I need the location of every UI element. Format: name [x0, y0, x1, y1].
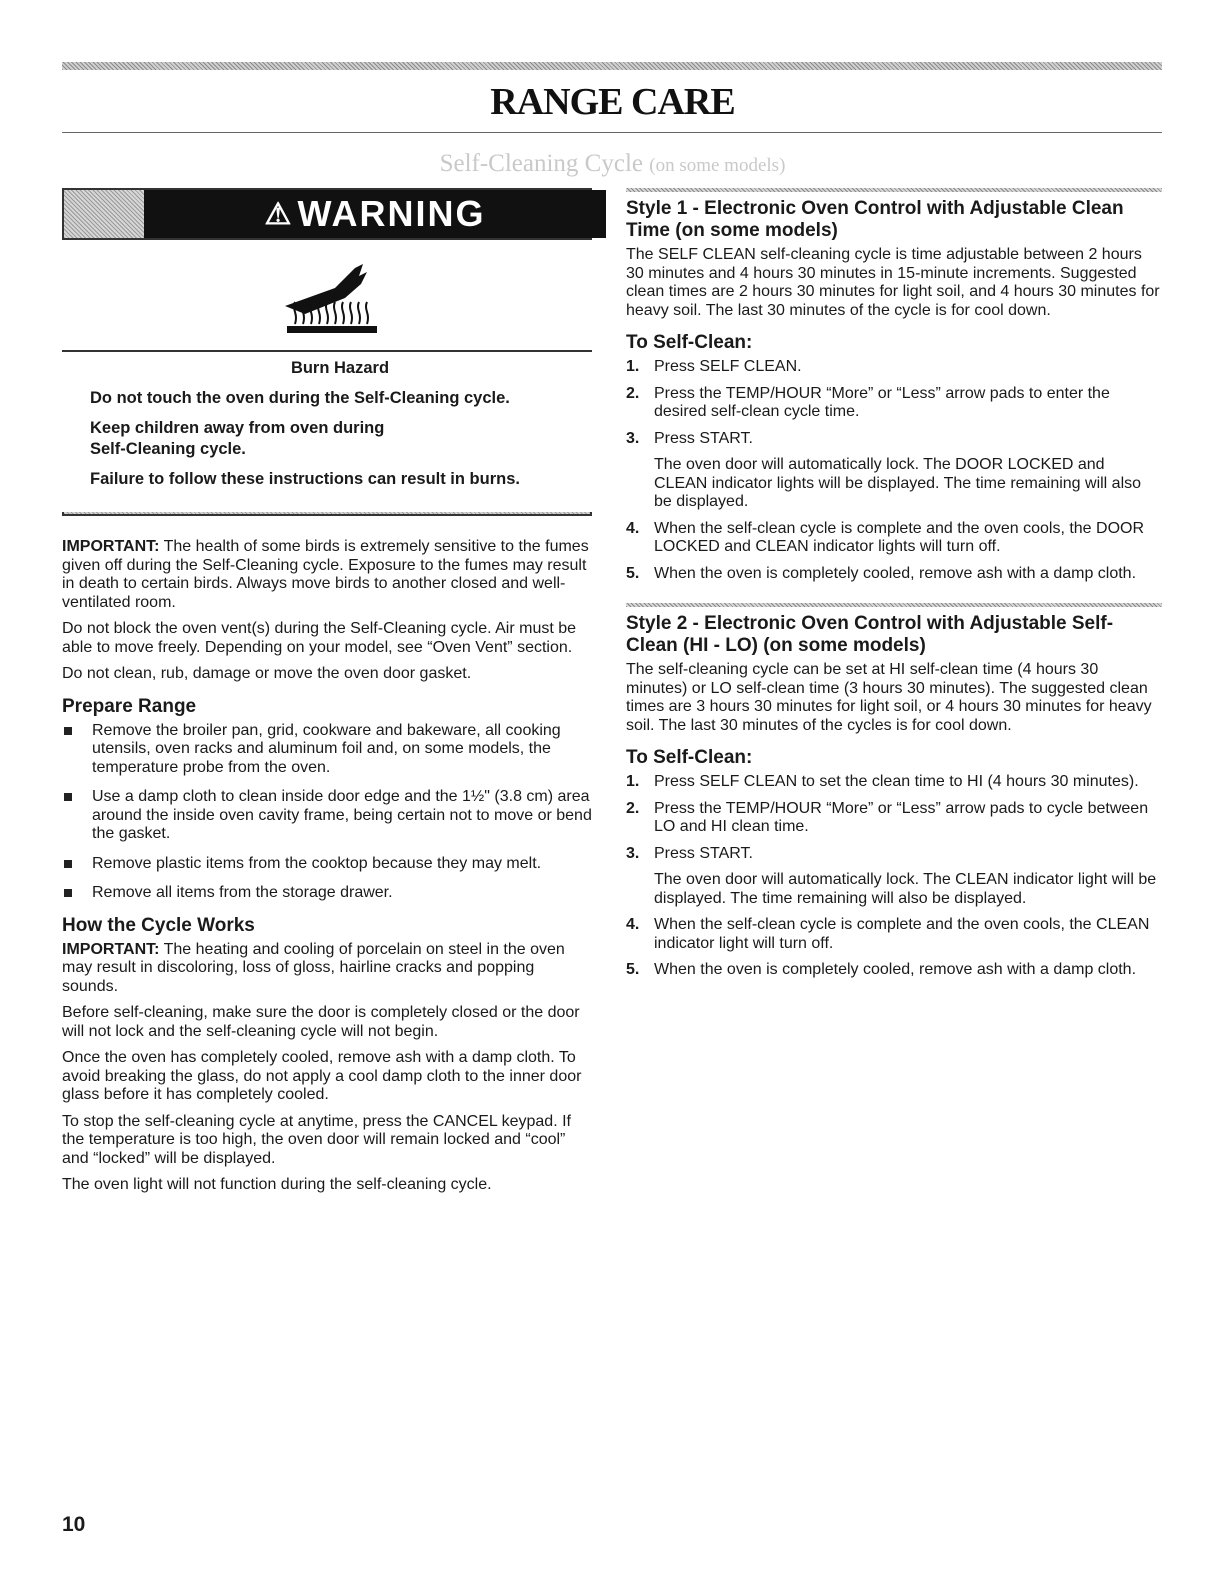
important-text: The health of some birds is extremely sensitive to the fumes given off during the Self-Cleaning cycle. Exposure to the fumes may result in death to certain birds. Always move birds to another closed and well-ventilated room.: [62, 538, 589, 611]
style1-intro: The SELF CLEAN self-cleaning cycle is time adjustable between 2 hours 30 minutes and 4 hours 30 minutes in 15-minute increments. Suggested clean times are 2 hours 30 minutes for light soil, and 4 hours 30 minutes for heavy soil. The last 30 minutes of the cycle is for cool down.: [626, 246, 1160, 319]
step-text: Press the TEMP/HOUR “More” or “Less” arrow pads to enter the desired self-clean cycle time.: [654, 384, 1110, 420]
step-number: 2.: [626, 799, 640, 817]
list-item-text: Remove the broiler pan, grid, cookware and bakeware, all cooking utensils, oven racks and aluminum foil and, on some models, the temperature probe from the oven.: [92, 721, 561, 776]
step-number: 2.: [626, 384, 640, 402]
step-text: When the oven is completely cooled, remove ash with a damp cloth.: [654, 961, 1137, 978]
step-note: The oven door will automatically lock. The DOOR LOCKED and CLEAN indicator lights will be displayed. The time remaining will also be displayed.: [654, 456, 1142, 510]
step-text: Press START.: [654, 429, 753, 447]
step-item: [626, 520, 1162, 557]
style1-subheading: To Self-Clean:: [626, 332, 753, 353]
cycle-paragraph: Once the oven has completely cooled, remove ash with a damp cloth. To avoid breaking the glass, do not apply a cool damp cloth to the inner door glass before it has completely cooled.: [62, 1049, 582, 1103]
warning-content: [62, 238, 592, 512]
hot-surface-hand-icon: [275, 258, 385, 338]
warning-header: [144, 190, 606, 238]
important-label: IMPORTANT:: [62, 538, 160, 555]
step-item: [626, 845, 1162, 909]
step-number: 5.: [626, 564, 640, 582]
important-porcelain: [62, 941, 592, 997]
right-column: [626, 188, 1162, 988]
left-column: [62, 188, 592, 1203]
warning-text: [90, 358, 590, 499]
style2-subheading: To Self-Clean:: [626, 747, 753, 768]
list-item-text: Remove plastic items from the cooktop because they may melt.: [92, 854, 542, 872]
bullet-icon: [64, 860, 72, 868]
warning-triangle-icon: ⚠: [264, 197, 294, 231]
step-item: [626, 916, 1162, 953]
step-item: [626, 358, 1162, 377]
step-text: Press SELF CLEAN.: [654, 358, 802, 375]
step-number: 4.: [626, 916, 640, 933]
step-number: 3.: [626, 844, 640, 862]
step-item: [626, 773, 1162, 792]
prepare-list: [62, 722, 592, 903]
cycle-paragraph: To stop the self-cleaning cycle at anytime, press the CANCEL keypad. If the temperature is too high, the oven door will remain locked and “cool” and “locked” will be displayed.: [62, 1112, 571, 1167]
step-number: 5.: [626, 961, 640, 978]
step-number: 4.: [626, 519, 640, 537]
important-birds: [62, 538, 592, 612]
step-item: [626, 565, 1162, 584]
list-item-text: Use a damp cloth to clean inside door edge and the 1½" (3.8 cm) area around the inside oven cavity frame, being certain not to move or bend the gasket.: [92, 788, 592, 842]
step-item: [626, 961, 1162, 980]
step-text: When the self-clean cycle is complete and the oven cools, the DOOR LOCKED and CLEAN indicator lights will turn off.: [654, 519, 1145, 555]
section-title: [0, 150, 1225, 178]
style2-intro: The self-cleaning cycle can be set at HI self-clean time (4 hours 30 minutes) or LO self-clean time (3 hours 30 minutes). The suggested clean times are 3 hours 30 minutes for light soil, or 4 hours 30 minutes for heavy soil. The last 30 minutes of the cycles is for cool down.: [626, 661, 1152, 734]
step-text: Press the TEMP/HOUR “More” or “Less” arrow pads to cycle between LO and HI clean time.: [654, 799, 1149, 835]
warning-icon-area: [62, 240, 592, 352]
style2-steps: [626, 773, 1162, 980]
step-item: [626, 800, 1162, 837]
warning-line: Failure to follow these instructions can result in burns.: [90, 470, 520, 488]
style2-heading: Style 2 - Electronic Oven Control with Adjustable Self-Clean (HI - LO) (on some models): [626, 613, 1114, 656]
top-decorative-bar: [62, 62, 1162, 70]
style1-steps: [626, 358, 1162, 583]
section-title-note: (on some models): [649, 155, 786, 176]
title-divider: [62, 132, 1162, 133]
list-item: [62, 788, 592, 844]
section-divider: [626, 603, 1162, 607]
step-item: [626, 430, 1162, 512]
warning-box: [62, 188, 592, 516]
step-text: When the self-clean cycle is complete and the oven cools, the CLEAN indicator light will turn off.: [654, 916, 1150, 952]
bullet-icon: [64, 889, 72, 897]
cycle-paragraph: Before self-cleaning, make sure the door is completely closed or the door will not lock and the self-cleaning cycle will not begin.: [62, 1004, 580, 1040]
vent-paragraph: Do not block the oven vent(s) during the Self-Cleaning cycle. Air must be able to move freely. Depending on your model, see “Oven Vent” section.: [62, 620, 577, 656]
step-text: When the oven is completely cooled, remove ash with a damp cloth.: [654, 564, 1137, 582]
prepare-range-heading: Prepare Range: [62, 695, 197, 717]
step-note: The oven door will automatically lock. The CLEAN indicator light will be displayed. The time remaining will also be displayed.: [654, 871, 1157, 907]
gasket-paragraph: Do not clean, rub, damage or move the oven door gasket.: [62, 665, 472, 682]
bullet-icon: [64, 793, 72, 801]
page-title: RANGE CARE: [490, 81, 735, 123]
important-text: The heating and cooling of porcelain on steel in the oven may result in discoloring, loss of gloss, hairline cracks and popping sounds.: [62, 940, 565, 995]
hazard-label: Burn Hazard: [290, 359, 390, 377]
page-number: 10: [62, 1513, 86, 1536]
bullet-icon: [64, 727, 72, 735]
step-item: [626, 385, 1162, 422]
style1-heading: Style 1 - Electronic Oven Control with Adjustable Clean Time (on some models): [626, 198, 1124, 241]
warning-line: Keep children away from oven during Self-Cleaning cycle.: [90, 419, 385, 458]
important-label: IMPORTANT:: [62, 940, 160, 958]
list-item: [62, 722, 592, 778]
list-item: [62, 884, 592, 903]
step-text: Press START.: [654, 844, 753, 862]
warning-line: Do not touch the oven during the Self-Cleaning cycle.: [90, 389, 510, 407]
section-title-text: Self-Cleaning Cycle: [439, 150, 643, 177]
step-number: 3.: [626, 429, 640, 447]
cycle-paragraph: The oven light will not function during the self-cleaning cycle.: [62, 1176, 492, 1193]
step-text: Press SELF CLEAN to set the clean time to HI (4 hours 30 minutes).: [654, 773, 1139, 790]
step-number: 1.: [626, 358, 640, 375]
step-number: 1.: [626, 773, 640, 790]
warning-heading: WARNING: [297, 193, 486, 234]
cycle-works-heading: How the Cycle Works: [62, 914, 255, 936]
list-item: [62, 855, 592, 874]
list-item-text: Remove all items from the storage drawer.: [92, 884, 393, 901]
section-divider: [626, 188, 1162, 192]
